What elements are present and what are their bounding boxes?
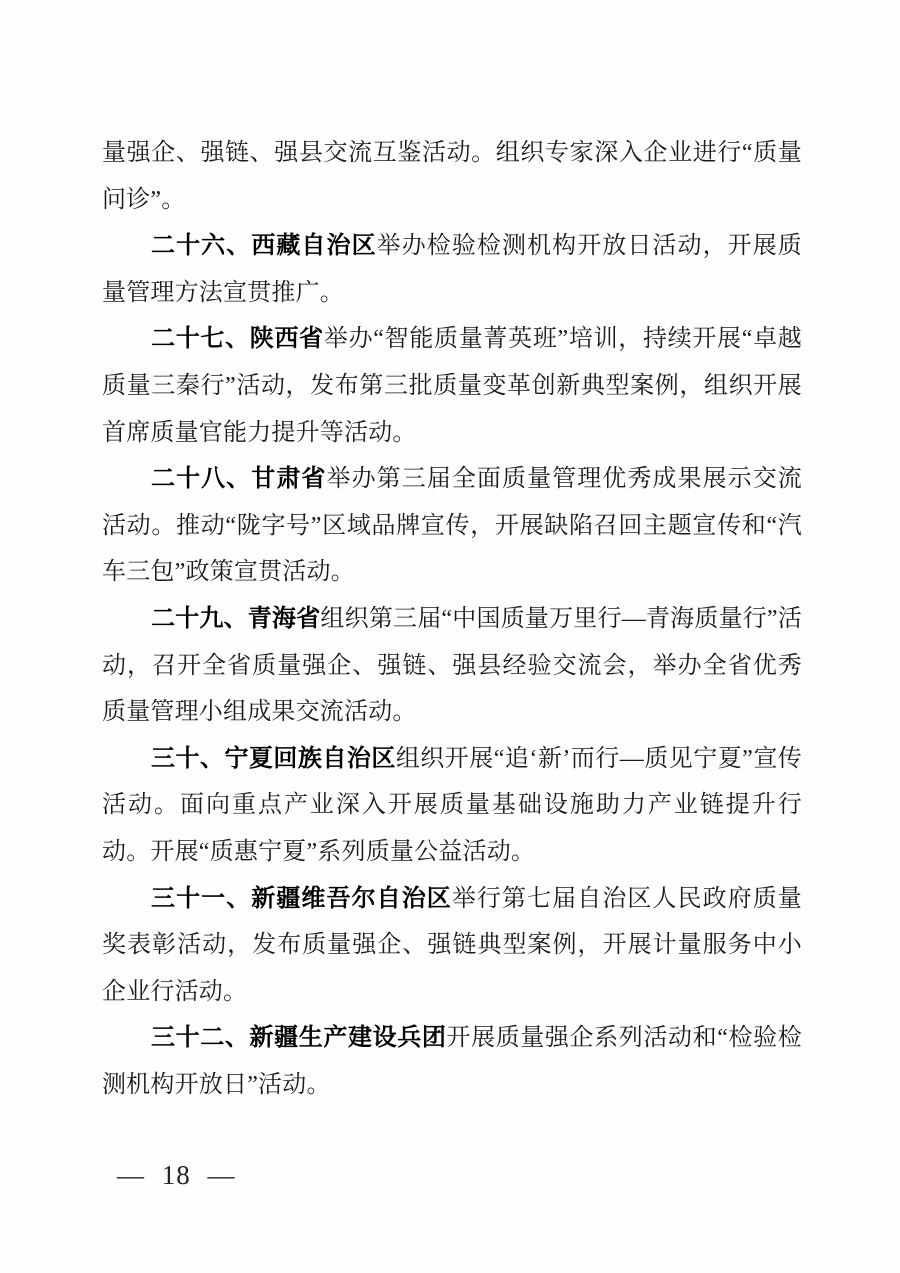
section-29-lead: 二十九、青海省 (151, 604, 321, 632)
section-28-text: 举办第三届全面质量管理优秀成果展示交流活动。推动“陇字号”区域品牌宣传，开展缺陷召回主题宣传和“汽车三包”政策宣贯活动。 (102, 466, 802, 586)
paragraph-section-29 (102, 596, 802, 736)
paragraph-section-31 (102, 876, 802, 1016)
section-29-text: 组织第三届“中国质量万里行—青海质量行”活动，召开全省质量强企、强链、强县经验交流会，举办全省优秀质量管理小组成果交流活动。 (102, 605, 802, 726)
paragraph-section-30 (102, 736, 802, 876)
section-26-text: 举办检验检测机构开放日活动，开展质量管理方法宣贯推广。 (102, 233, 802, 306)
section-27-lead: 二十七、陕西省 (151, 325, 324, 353)
paragraph-section-28 (102, 456, 802, 596)
section-32-text: 开展质量强企系列活动和“检验检测机构开放日”活动。 (102, 1025, 802, 1098)
section-31-lead: 三十一、新疆维吾尔自治区 (151, 884, 452, 912)
section-28-lead: 二十八、甘肃省 (151, 465, 327, 493)
section-26-lead: 二十六、西藏自治区 (151, 232, 377, 260)
section-30-text: 组织开展“追‘新’而行—质见宁夏”宣传活动。面向重点产业深入开展质量基础设施助力产业链提升行动。开展“质惠宁夏”系列质量公益活动。 (102, 745, 802, 865)
section-30-lead: 三十、宁夏回族自治区 (151, 744, 396, 772)
paragraph-continuation (102, 130, 802, 223)
paragraph-section-32 (102, 1015, 802, 1108)
paragraph-text: 量强企、强链、强县交流互鉴活动。组织专家深入企业进行“质量问诊”。 (102, 140, 802, 213)
section-32-lead: 三十二、新疆生产建设兵团 (151, 1024, 447, 1052)
paragraph-section-27 (102, 316, 802, 456)
page-number-label: — 18 — (117, 1160, 236, 1190)
paragraph-section-26 (102, 223, 802, 316)
document-content (102, 130, 802, 1108)
section-27-text: 举办“智能质量菁英班”培训，持续开展“卓越质量三秦行”活动，发布第三批质量变革创新典型案例，组织开展首席质量官能力提升等活动。 (102, 326, 802, 446)
page-footer (117, 1160, 236, 1191)
section-31-text: 举行第七届自治区人民政府质量奖表彰活动，发布质量强企、强链典型案例，开展计量服务中小企业行活动。 (102, 885, 802, 1005)
